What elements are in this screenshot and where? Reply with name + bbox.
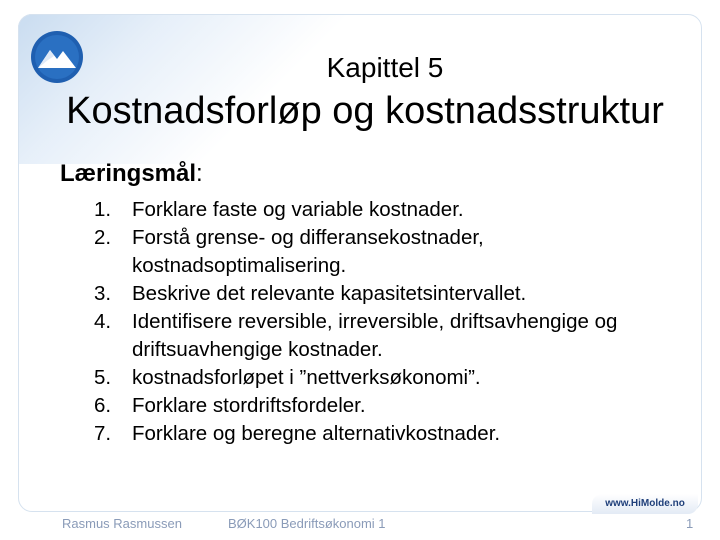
list-item-text: Forklare og beregne alternativkostnader. bbox=[132, 422, 501, 445]
list-item bbox=[94, 280, 674, 308]
list-item-number: 6. bbox=[94, 394, 112, 417]
list-item-number: 7. bbox=[94, 422, 112, 445]
footer-course: BØK100 Bedriftsøkonomi 1 bbox=[228, 516, 386, 531]
learning-goals-colon: : bbox=[196, 160, 203, 187]
list-item-text: Beskrive det relevante kapasitetsintervallet. bbox=[132, 282, 527, 305]
learning-goals-heading bbox=[60, 160, 203, 188]
list-item-number: 5. bbox=[94, 366, 112, 389]
list-item-number: 3. bbox=[94, 282, 112, 305]
chapter-label: Kapittel 5 bbox=[326, 52, 444, 83]
footer-author: Rasmus Rasmussen bbox=[62, 516, 182, 531]
learning-goals-list bbox=[94, 196, 674, 448]
list-item bbox=[94, 420, 674, 448]
list-item-text: Identifisere reversible, irreversible, driftsavhengige og driftsuavhengige kostnader. bbox=[132, 310, 618, 361]
list-item bbox=[94, 196, 674, 224]
list-item-text: kostnadsforløpet i ”nettverksøkonomi”. bbox=[132, 366, 481, 389]
learning-goals-label: Læringsmål bbox=[60, 160, 197, 187]
list-item-text: Forklare faste og variable kostnader. bbox=[132, 198, 464, 221]
list-item-number: 4. bbox=[94, 310, 112, 333]
list-item bbox=[94, 364, 674, 392]
list-item-number: 2. bbox=[94, 226, 112, 249]
list-item-text: Forstå grense- og differansekostnader, kostnadsoptimalisering. bbox=[132, 226, 484, 277]
list-item-text: Forklare stordriftsfordeler. bbox=[132, 394, 366, 417]
list-item bbox=[94, 308, 674, 364]
list-item-number: 1. bbox=[94, 198, 112, 221]
website-badge[interactable]: www.HiMolde.no bbox=[592, 494, 698, 514]
list-item bbox=[94, 224, 674, 280]
page-number: 1 bbox=[686, 516, 694, 531]
list-item bbox=[94, 392, 674, 420]
slide-title: Kostnadsforløp og kostnadsstruktur bbox=[66, 90, 664, 132]
